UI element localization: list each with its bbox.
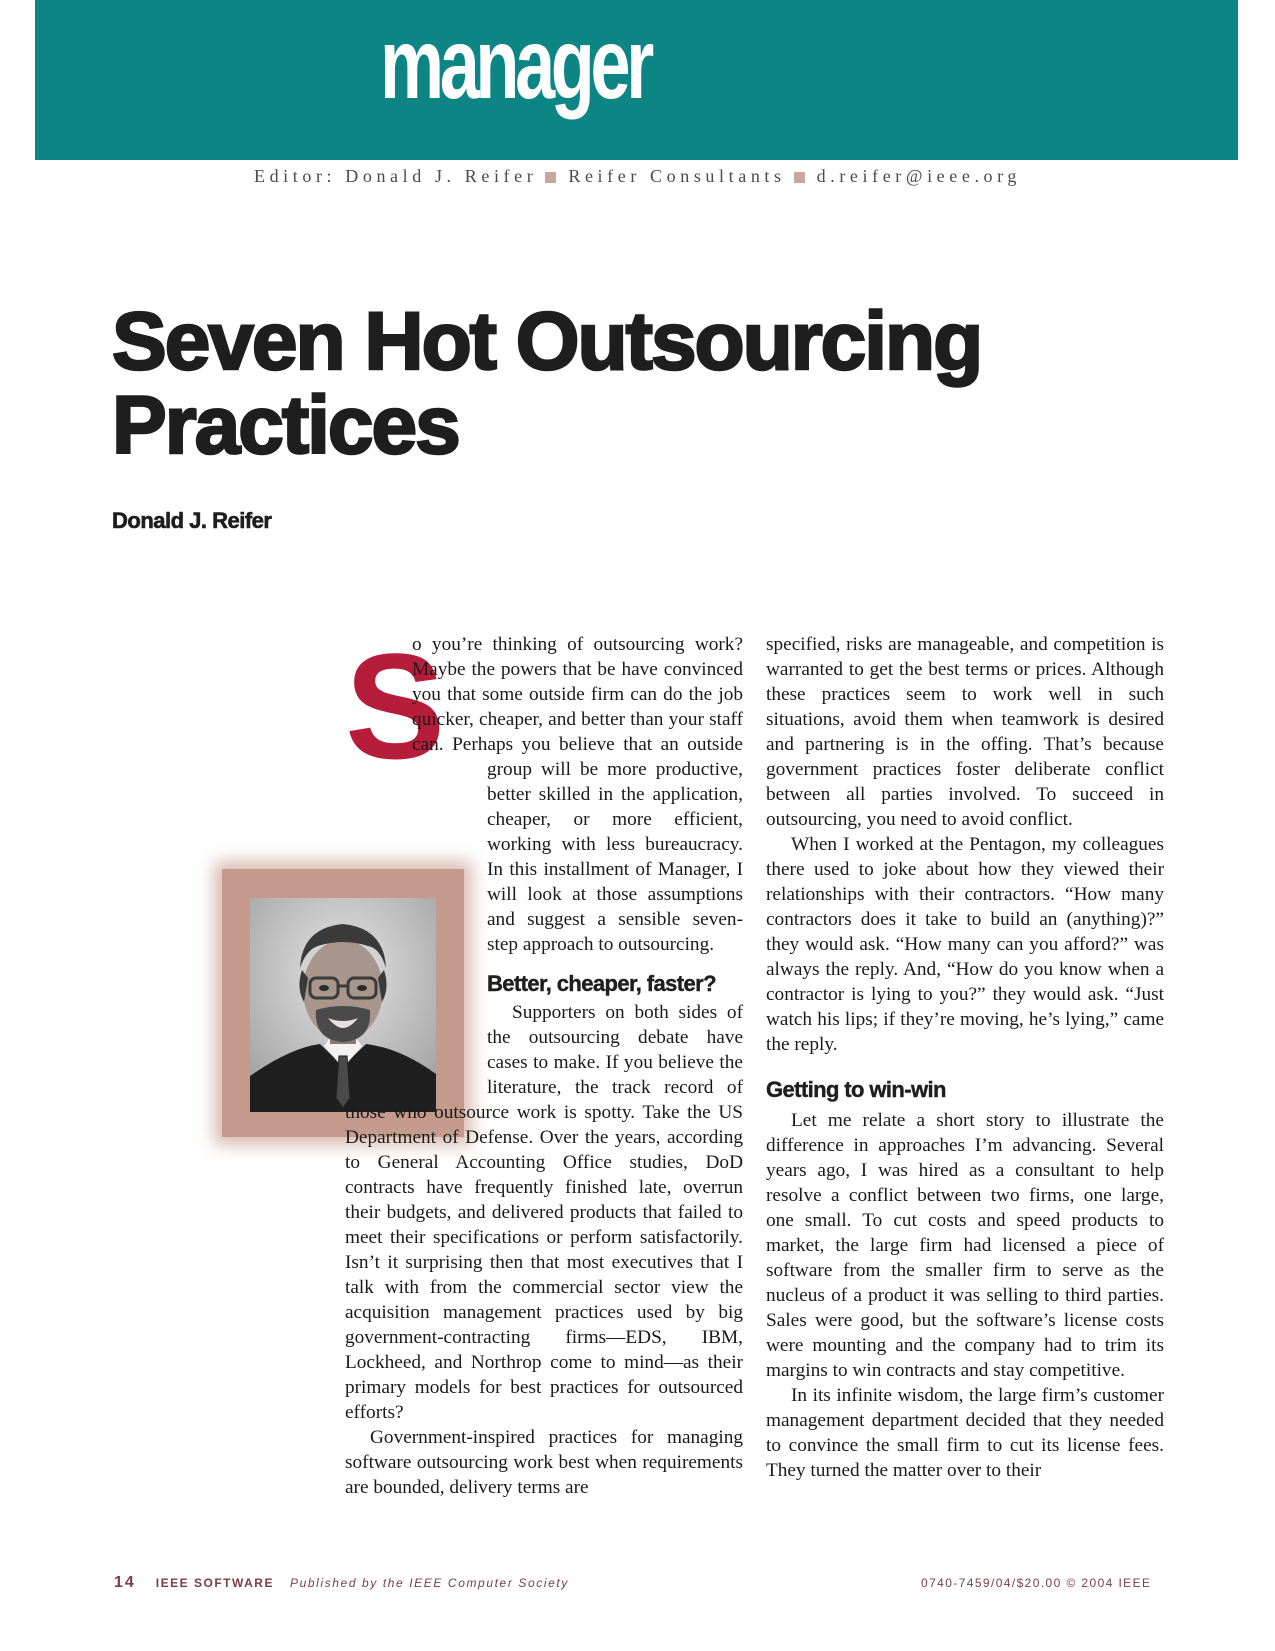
title-line-2: Practices [112,380,459,471]
editor-email: d.reifer@ieee.org [816,166,1022,186]
section-heading: Better, cheaper, faster? [487,971,716,996]
intro-paragraph: o you’re thinking of outsourcing work? Maybe the powers that be have convinced you that some outside firm can do the job quicker, cheaper, and better than your staff can. Perhaps you believe that an outside group will be more productive, better skilled in the application, cheaper, or more efficient, working with less bureaucracy. In this installment of Manager, I will look at those assumptions and suggest a sensible seven-step approach to outsourcing. [412,634,743,955]
body-paragraph: Government-inspired practices for managing software outsourcing work best when requirements are bounded, delivery terms are [345,1427,743,1498]
square-bullet-icon [545,172,556,183]
page-number: 14 [114,1574,136,1591]
body-paragraph: Let me relate a short story to illustrate the difference in approaches I’m advancing. Several years ago, I was hired as a consultant to help resolve a conflict between two firms, one large, one small. To cut costs and speed products to market, the large firm had licensed a piece of software from the smaller firm to serve as the nucleus of a product it was selling to third parties. Sales were good, but the software’s license costs were mounting and the company had to trim its margins to win contracts and stay competitive. [766,1110,1164,1381]
body-paragraph: Supporters on both sides of the outsourcing debate have cases to make. If you believe the literature, the track record of those who outsource work is spotty. Take the US Department of Defense. Over the years, according to General Accounting Office studies, DoD contracts have frequently finished late, overrun their budgets, and delivered products that failed to meet their specifications or perform satisfactorily. Isn’t it surprising then that most executives that I talk with from the commercial sector view the acquisition management practices used by big government-contracting firms—EDS, IBM, Lockheed, and Northrop come to mind—as their primary models for best practices for outsourced efforts? [345,1002,743,1423]
article-title [112,296,982,471]
body-paragraph: specified, risks are manageable, and competition is warranted to get the best terms or prices. Although these practices seem to work well in such situations, avoid them when teamwork is desired and partnering is in the offing. That’s because government practices foster deliberate conflict between all parties involved. To succeed in outsourcing, you need to avoid conflict. [766,634,1164,830]
section-banner [35,0,1238,160]
drop-cap: S [345,622,446,790]
square-bullet-icon [794,172,805,183]
column-left [345,622,743,1500]
section-title: manager [380,8,650,120]
title-line-1: Seven Hot Outsourcing [112,296,982,387]
editor-organization: Reifer Consultants [568,166,786,186]
body-paragraph: When I worked at the Pentagon, my colleagues there used to joke about how they viewed their relationships with their contractors. “How many contractors does it take to build an (anything)?” they would ask. “How many can you afford?” was always the reply. And, “How do you know when a contractor is lying to you?” they would ask. “Just watch his lips; if they’re moving, he’s lying,” came the reply. [766,834,1164,1055]
editor-name: Editor: Donald J. Reifer [253,166,538,186]
body-paragraph: In its infinite wisdom, the large firm’s customer management department decided that they needed to convince the small firm to cut its license fees. They turned the matter over to their [766,1385,1164,1481]
photo-wrap-space [345,782,487,1092]
copyright-line: 0740-7459/04/$20.00 © 2004 IEEE [921,1576,1152,1590]
publisher-line: Published by the IEEE Computer Society [289,1576,569,1590]
publication-name: IEEE SOFTWARE [155,1576,274,1590]
section-heading: Getting to win-win [766,1077,946,1102]
footer-left [114,1574,569,1592]
author-byline: Donald J. Reifer [112,508,272,533]
editor-line [0,166,1275,187]
column-right [766,632,1164,1483]
